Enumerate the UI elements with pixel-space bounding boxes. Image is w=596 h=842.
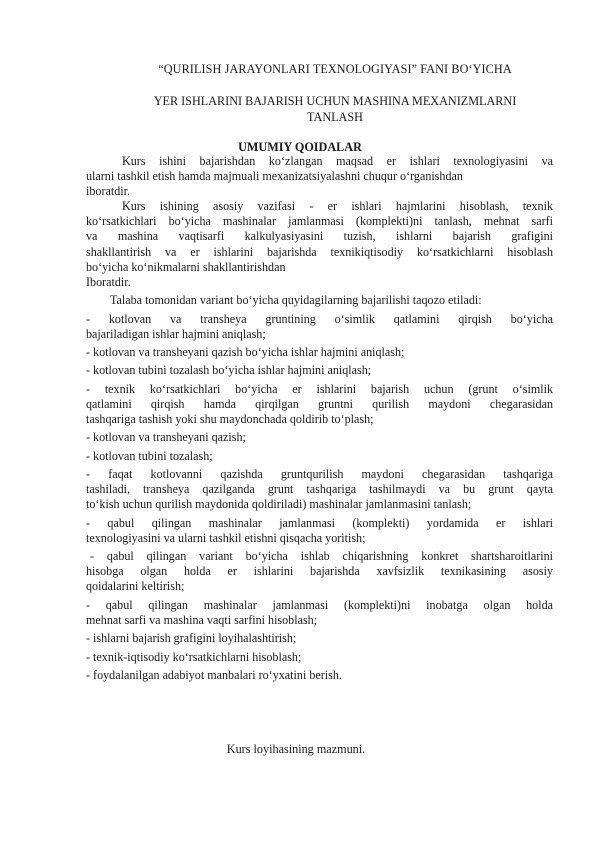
- list-item: - foydalanilgan adabiyot manbalari roʻyxatini berish.: [86, 668, 342, 683]
- paragraph-2-line: shakllantirish va er ishlarini bajarishda texnikiqtisodiy koʻrsatkichlarni hisoblash: [86, 244, 553, 259]
- list-item: - texnik-iqtisodiy koʻrsatkichlarni hisoblash;: [86, 649, 302, 664]
- list-item: toʻkish uchun qurilish maydonida qoldiriladi) mashinalar jamlanmasini tanlash;: [86, 497, 472, 512]
- subtitle-line-2: TANLASH: [307, 110, 363, 124]
- list-item: bajariladigan ishlar hajmini aniqlash;: [86, 326, 266, 341]
- list-item: - kotlovan va transheya gruntining oʻsimlik qatlamini qirqish boʻyicha: [86, 311, 553, 326]
- list-item: tashiladi, transheya qazilganda grunt tashqariga tashilmaydi va bu grunt qayta: [86, 482, 553, 497]
- subsection-heading: Kurs loyihasining mazmuni.: [226, 742, 366, 756]
- list-item: - kotlovan va transheyani qazish;: [86, 430, 246, 445]
- list-item: - kotlovan tubini tozalash boʻyicha ishlar hajmini aniqlash;: [86, 363, 372, 378]
- list-item: hisobga olgan holda er ishlarini bajarishda xavfsizlik texnikasining asosiy: [86, 564, 553, 579]
- paragraph-1-line: Kurs ishini bajarishdan koʻzlangan maqsad er ishlari texnologiyasini va: [122, 154, 553, 168]
- paragraph-2-line: Kurs ishining asosiy vazifasi - er ishlari hajmlarini hisoblash, texnik: [122, 199, 553, 214]
- list-item: - kotlovan tubini tozalash;: [86, 448, 213, 463]
- document-subtitle: [90, 93, 580, 125]
- list-item: - qabul qilingan mashinalar jamlanmasi (komplekti) yordamida er ishlari: [86, 515, 553, 530]
- paragraph-2-line: koʻrsatkichlari boʻyicha mashinalar jamlanmasi (komplekti)ni tanlash, mehnat sarfi: [86, 214, 553, 229]
- paragraph-2-line: boʻyicha koʻnikmalarni shakllantirishdan: [86, 259, 286, 274]
- list-item: - qabul qilingan variant boʻyicha ishlab chiqarishning konkret shartsharoitlarini: [90, 549, 553, 564]
- paragraph-1-line: iboratdir.: [86, 184, 130, 199]
- paragraph-2-line: va mashina vaqtisarfi kalkulyasiyasini tuzish, ishlarni bajarish grafigini: [86, 229, 553, 244]
- list-item: tashqariga tashish yoki shu maydonchada qoldirib toʻplash;: [86, 411, 374, 426]
- paragraph-3: Talaba tomonidan variant boʻyicha quyidagilarning bajarilishi taqozo etiladi:: [110, 293, 482, 308]
- document-body: [86, 154, 553, 683]
- section-heading: UMUMIY QOIDALAR: [238, 140, 362, 154]
- list-item: - kotlovan va transheyani qazish boʻyicha ishlar hajmini aniqlash;: [86, 345, 405, 360]
- subtitle-line-1: YER ISHLARINI BAJARISH UCHUN MASHINA MEXANIZMLARNI: [153, 94, 517, 108]
- list-item: mehnat sarfi va mashina vaqti sarfini hisoblash;: [86, 612, 318, 627]
- list-item: - texnik koʻrsatkichlari boʻyicha er ishlarini bajarish uchun (grunt oʻsimlik: [86, 381, 553, 396]
- list-item: - ishlarni bajarish grafigini loyihalashtirish;: [86, 631, 297, 646]
- list-item: qatlamini qirqish hamda qirqilgan gruntni qurilish maydoni chegarasidan: [86, 396, 553, 411]
- list-item: - faqat kotlovanni qazishda gruntqurilish maydoni chegarasidan tashqariga: [86, 467, 553, 482]
- paragraph-1-line: ularni tashkil etish hamda majmuali mexanizatsiyalashni chuqur oʻrganishdan: [86, 169, 463, 184]
- list-item: - qabul qilingan mashinalar jamlanmasi (komplekti)ni inobatga olgan holda: [86, 597, 553, 612]
- paragraph-2-line: Iboratdir.: [86, 274, 131, 289]
- list-item: qoidalarini keltirish;: [86, 579, 185, 594]
- document-title: “QURILISH JARAYONLARI TEXNOLOGIYASI” FANI BOʻYICHA: [158, 62, 512, 76]
- list-item: texnologiyasini va ularni tashkil etishni qisqacha yoritish;: [86, 530, 366, 545]
